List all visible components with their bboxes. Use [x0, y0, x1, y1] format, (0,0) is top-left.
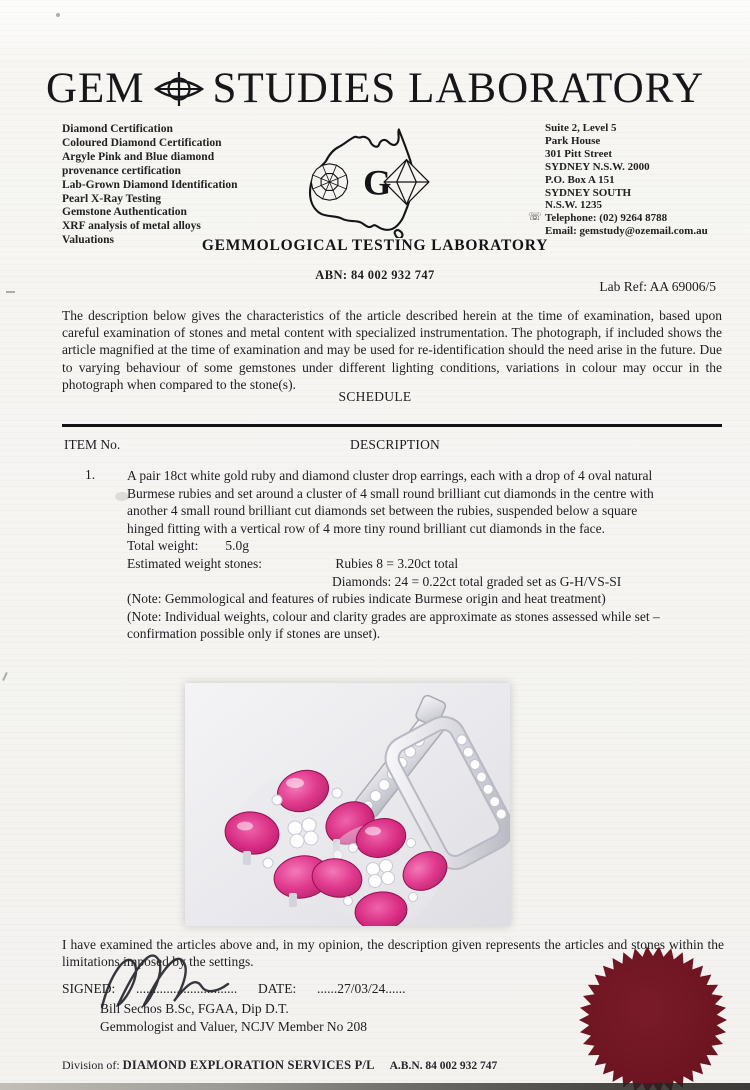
division-prefix: Division of: [62, 1058, 120, 1072]
signatory-name: Bill Sechos B.Sc, FGAA, Dip D.T. [100, 1001, 289, 1016]
schedule-heading: SCHEDULE [338, 389, 412, 404]
item-number: 1. [85, 467, 96, 482]
service-item: Coloured Diamond Certification [62, 136, 222, 149]
gem-crosshair-icon [153, 69, 205, 109]
scan-speck [2, 672, 8, 681]
note-grades: (Note: Individual weights, colour and clarity grades are approximate as stones assessed while set – confirmation possible only if stones are unset). [127, 608, 660, 642]
telephone-icon: ☏ [528, 211, 542, 224]
address-line: Park House [545, 134, 601, 147]
address-line: P.O. Box A 151 [545, 173, 615, 186]
division-line [62, 1058, 497, 1073]
division-abn: A.B.N. 84 002 932 747 [389, 1060, 498, 1072]
divider-rule [62, 424, 722, 427]
address-line: SYDNEY N.S.W. 2000 [545, 160, 650, 173]
lab-subtitle: GEMMOLOGICAL TESTING LABORATORY [201, 237, 549, 254]
examination-statement: I have examined the articles above and, in my opinion, the description given represents the articles and stones within the limitations imposed by the settings. [62, 937, 724, 970]
g-monogram: G [363, 162, 392, 203]
division-name: DIAMOND EXPLORATION SERVICES P/L [122, 1058, 375, 1072]
scan-speck [6, 291, 15, 293]
service-item: Argyle Pink and Blue diamond [62, 150, 215, 163]
service-item: provenance certification [62, 164, 181, 177]
est-weight-diamonds: Diamonds: 24 = 0.22ct total graded set as G-H/VS-SI [332, 573, 622, 589]
item-no-header: ITEM No. [64, 437, 121, 452]
abn-line: ABN: 84 002 932 747 [315, 268, 435, 282]
lab-title-left: GEM [45, 65, 145, 112]
service-item: Lab-Grown Diamond Identification [62, 178, 238, 191]
address-line: 301 Pitt Street [545, 147, 612, 160]
service-item: Diamond Certification [62, 123, 173, 135]
signed-label: SIGNED: [62, 981, 116, 996]
address-line: Suite 2, Level 5 [545, 122, 617, 134]
date-label: DATE: [258, 981, 297, 996]
total-weight-value: 5.0g [225, 538, 249, 554]
address-block [528, 122, 745, 238]
australia-map-logo [275, 126, 475, 238]
services-list [62, 123, 302, 248]
service-item: Gemstone Authentication [62, 206, 187, 219]
seal-serrated-edge [579, 946, 727, 1090]
address-line: SYDNEY SOUTH [545, 186, 632, 199]
est-weight-rubies: Rubies 8 = 3.20ct total [335, 555, 459, 571]
scanner-edge [0, 1083, 750, 1090]
round-brilliant-icon [311, 164, 347, 200]
telephone-line [528, 211, 745, 225]
intro-paragraph: The description below gives the characteristics of the article described herein at the time of examination, based upon careful examination of stones and metal content with specialized instrumentation. The photograph, if included shows the article magnified at the time of examination and may be used for re-identification should the need arise in the future. Due to varying behaviour of some gemstones under different lighting conditions, variations in colour may occur in the photograph when compared to the stone(s). [62, 308, 722, 392]
lab-ref: Lab Ref: AA 69006/5 [599, 279, 716, 294]
earrings-photo [185, 683, 510, 926]
item-description: A pair 18ct white gold ruby and diamond cluster drop earrings, each with a drop of 4 oval natural Burmese rubies and set around a cluster of 4 small round brilliant cut diamonds in the centre with another 4 small round brilliant cut diamonds set between the rubies, suspended below a square hinged fitting with a vertical row of 4 more tiny round brilliant cut diamonds in the face. [127, 468, 654, 536]
service-item: XRF analysis of metal alloys [62, 220, 201, 233]
signed-dots: .............................. [136, 981, 238, 996]
lab-title-right: STUDIES LABORATORY [212, 65, 705, 112]
item-description-block [127, 467, 660, 643]
service-item: Pearl X-Ray Testing [62, 192, 162, 205]
total-weight-label: Total weight: [127, 538, 199, 554]
scan-speck [56, 13, 60, 17]
note-origin: (Note: Gemmological and features of rubies indicate Burmese origin and heat treatment) [127, 591, 606, 607]
description-header: DESCRIPTION [350, 437, 440, 452]
red-seal [577, 944, 729, 1090]
signatory-title: Gemmologist and Valuer, NCJV Member No 208 [100, 1019, 368, 1034]
telephone-text: Telephone: (02) 9264 8788 [545, 212, 668, 225]
service-item: Valuations [62, 234, 114, 247]
est-weight-row [127, 555, 660, 573]
est-weight-label: Estimated weight stones: [127, 555, 262, 571]
lab-title [0, 64, 750, 113]
total-weight-row [127, 537, 660, 555]
signed-row [62, 981, 406, 997]
date-value: ......27/03/24...... [317, 981, 406, 996]
address-line: N.S.W. 1235 [545, 199, 603, 212]
email-line: Email: gemstudy@ozemail.com.au [545, 225, 708, 238]
